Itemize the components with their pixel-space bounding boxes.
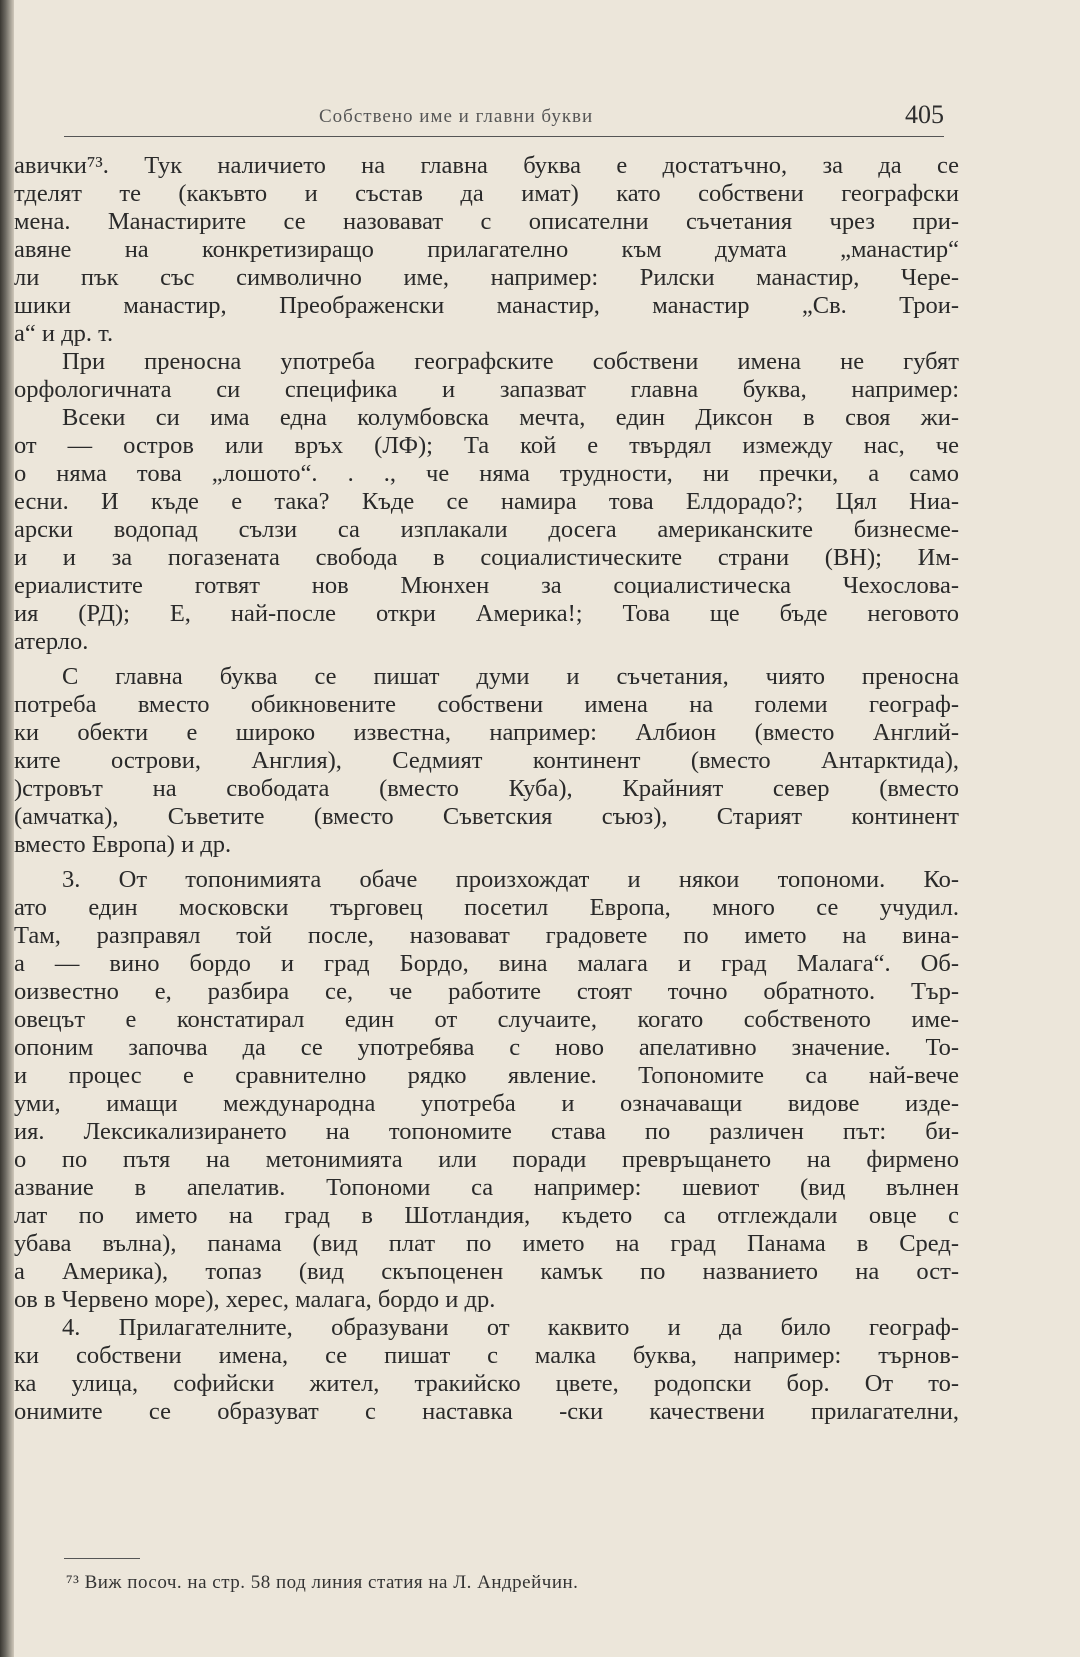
text-line: орфологичната си специфика и запазват главна буква, например: xyxy=(14,376,959,403)
text-line: о по пътя на метонимията или поради превръщането на фирмено xyxy=(14,1146,959,1173)
text-line: ките острови, Англия), Седмият континент (вместо Антарктида), xyxy=(14,747,959,774)
text-line: ки обекти е широко известна, например: Албион (вместо Англий- xyxy=(14,719,959,746)
text-line: При преносна употреба географските собствени имена не губят xyxy=(62,348,959,375)
text-line: ия (РД); Е, най-после откри Америка!; Това ще бъде неговото xyxy=(14,600,959,627)
text-line: атерло. xyxy=(14,628,89,655)
running-head xyxy=(64,102,944,137)
text-line: ато един московски търговец посетил Европа, много се учудил. xyxy=(14,894,959,921)
text-line: 4. Прилагателните, образувани от каквито и да било географ- xyxy=(62,1314,959,1341)
text-line: ериалистите готвят нов Мюнхен за социалистическа Чехослова- xyxy=(14,572,959,599)
text-line: авяне на конкретизиращо прилагателно към думата „манастир“ xyxy=(14,236,959,263)
text-line: есни. И къде е така? Къде се намира това Елдорадо?; Цял Ниа- xyxy=(14,488,959,515)
text-line: овецът е констатирал един от случаите, когато собственото име- xyxy=(14,1006,959,1033)
body-text xyxy=(14,152,959,1426)
text-line: а — вино бордо и град Бордо, вина малага и град Малага“. Об- xyxy=(14,950,959,977)
text-line: мена. Манастирите се назовават с описателни съчетания чрез при- xyxy=(14,208,959,235)
footnote: ⁷³ Виж посоч. на стр. 58 под линия статия на Л. Андрейчин. xyxy=(66,1572,579,1593)
text-line: )стровът на свободата (вместо Куба), Крайният север (вместо xyxy=(14,775,959,802)
text-line: ки собствени имена, се пишат с малка буква, например: търнов- xyxy=(14,1342,959,1369)
text-line: вместо Европа) и др. xyxy=(14,831,232,858)
footnote-rule xyxy=(64,1558,140,1559)
text-line: ли пък със символично име, например: Рилски манастир, Чере- xyxy=(14,264,959,291)
text-line: о няма това „лошото“. . ., че няма трудности, ни пречки, а само xyxy=(14,460,959,487)
text-line: шики манастир, Преображенски манастир, манастир „Св. Трои- xyxy=(14,292,959,319)
text-line: убава вълна), панама (вид плат по името на град Панама в Сред- xyxy=(14,1230,959,1257)
text-line: авички⁷³. Тук наличието на главна буква е достатъчно, за да се xyxy=(14,152,959,179)
book-binding xyxy=(0,0,14,1657)
text-line: ов в Червено море), херес, малага, бордо и др. xyxy=(14,1286,496,1313)
text-line: азвание в апелатив. Топономи са например: шевиот (вид вълнен xyxy=(14,1174,959,1201)
text-line: а Америка), топаз (вид скъпоценен камък по названието на ост- xyxy=(14,1258,959,1285)
text-line: лат по името на град в Шотландия, където са отглеждали овце с xyxy=(14,1202,959,1229)
running-title: Собствено име и главни букви xyxy=(319,106,594,127)
text-line: и процес е сравнително рядко явление. Топономите са най-вече xyxy=(14,1062,959,1089)
text-line: (амчатка), Съветите (вместо Съветския съюз), Старият континент xyxy=(14,803,959,830)
text-line: 3. От топонимията обаче произхождат и някои топономи. Ко- xyxy=(62,866,959,893)
text-line: уми, имащи международна употреба и означаващи видове изде- xyxy=(14,1090,959,1117)
book-page xyxy=(14,0,1080,1657)
text-line: Всеки си има една колумбовска мечта, един Диксон в своя жи- xyxy=(62,404,959,431)
text-line: потреба вместо обикновените собствени имена на големи географ- xyxy=(14,691,959,718)
page-number: 405 xyxy=(905,100,944,129)
text-line: от — остров или връх (ЛФ); Та кой е твърдял измежду нас, че xyxy=(14,432,959,459)
text-line: опоним започва да се употребява с ново апелативно значение. То- xyxy=(14,1034,959,1061)
text-line: Там, разправял той после, назовават градовете по името на вина- xyxy=(14,922,959,949)
text-line: арски водопад сълзи са изплакали досега американските бизнесме- xyxy=(14,516,959,543)
text-line: оизвестно е, разбира се, че работите стоят точно обратното. Тър- xyxy=(14,978,959,1005)
text-line: и и за погазената свобода в социалистическите страни (ВН); Им- xyxy=(14,544,959,571)
text-line: ия. Лексикализирането на топономите става по различен път: би- xyxy=(14,1118,959,1145)
text-line: тделят те (какъвто и състав да имат) като собствени географски xyxy=(14,180,959,207)
text-line: онимите се образуват с наставка -ски качествени прилагателни, xyxy=(14,1398,959,1425)
text-line: С главна буква се пишат думи и съчетания, чиято преносна xyxy=(62,663,959,690)
text-line: ка улица, софийски жител, тракийско цвете, родопски бор. От то- xyxy=(14,1370,959,1397)
text-line: а“ и др. т. xyxy=(14,320,114,347)
